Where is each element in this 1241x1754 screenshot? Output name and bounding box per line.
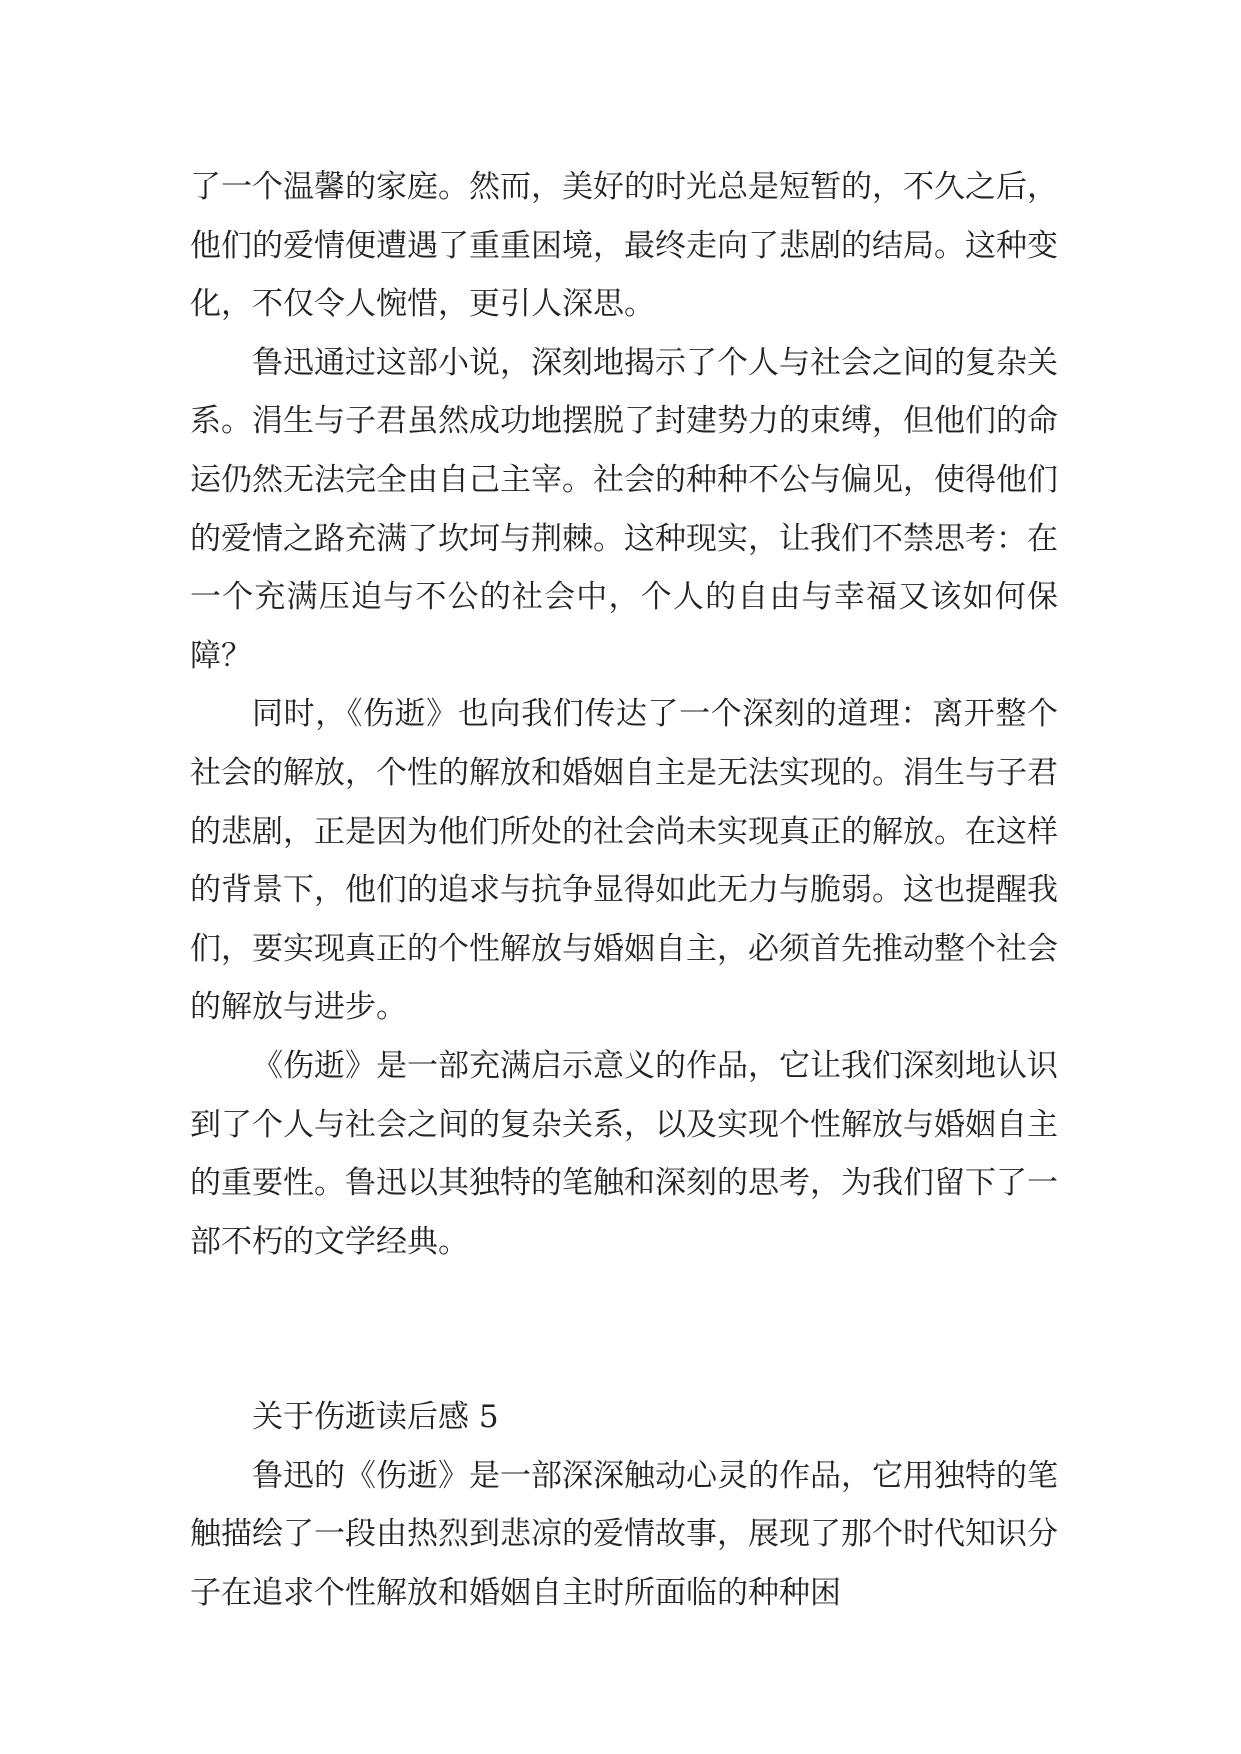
paragraph: 同时，《伤逝》也向我们传达了一个深刻的道理：离开整个社会的解放，个性的解放和婚姻自主是无法实现的。涓生与子君的悲剧，正是因为他们所处的社会尚未实现真正的解放。在这样的背景下，他们的追求与抗争显得如此无力与脆弱。这也提醒我们，要实现真正的个性解放与婚姻自主，必须首先推动整个社会的解放与进步。 <box>190 696 1058 1026</box>
section-title: 关于伤逝读后感 5 <box>252 1399 499 1436</box>
document-body <box>190 158 1058 1623</box>
paragraph: 鲁迅的《伤逝》是一部深深触动心灵的作品，它用独特的笔触描绘了一段由热烈到悲凉的爱情故事，展现了那个时代知识分子在追求个性解放和婚姻自主时所面临的种种困 <box>190 1457 1058 1612</box>
paragraph: 《伤逝》是一部充满启示意义的作品，它让我们深刻地认识到了个人与社会之间的复杂关系，以及实现个性解放与婚姻自主的重要性。鲁迅以其独特的笔触和深刻的思考，为我们留下了一部不朽的文学经典。 <box>190 1047 1058 1260</box>
paragraph: 鲁迅通过这部小说，深刻地揭示了个人与社会之间的复杂关系。涓生与子君虽然成功地摆脱了封建势力的束缚，但他们的命运仍然无法完全由自己主宰。社会的种种不公与偏见，使得他们的爱情之路充满了坎坷与荆棘。这种现实，让我们不禁思考：在一个充满压迫与不公的社会中，个人的自由与幸福又该如何保障？ <box>190 344 1058 674</box>
paragraph-continued: 了一个温馨的家庭。然而，美好的时光总是短暂的，不久之后，他们的爱情便遭遇了重重困境，最终走向了悲剧的结局。这种变化，不仅令人惋惜，更引人深思。 <box>190 169 1058 323</box>
